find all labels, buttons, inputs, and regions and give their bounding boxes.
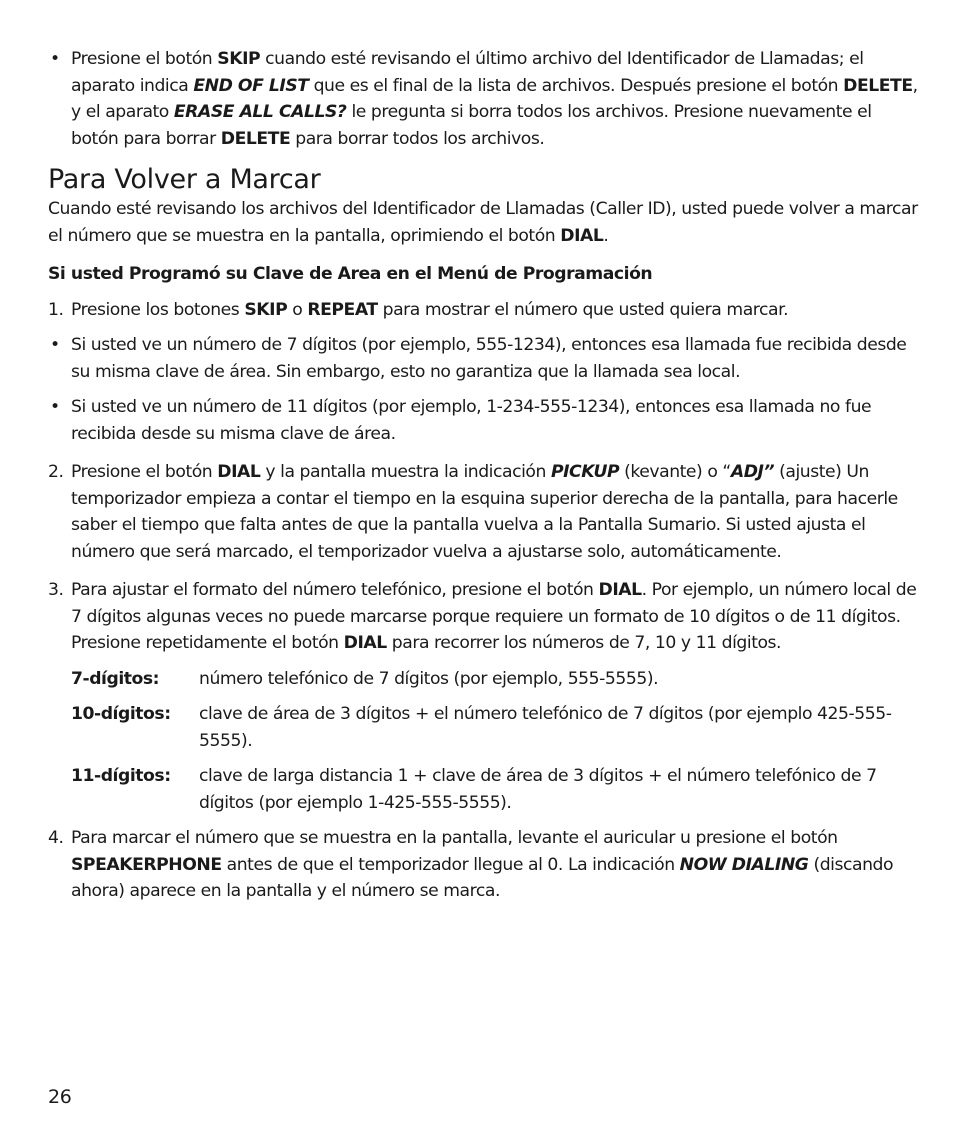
bullet-marker: •: [50, 335, 60, 355]
key-dial: DIAL: [343, 633, 387, 653]
step-2: 2. Presione el botón DIAL y la pantalla muestra la indicación PICKUP (kevante) o “ADJ” (ajuste) Un temporizador empieza a contar el tiempo en la esquina superior derecha de la pantalla, para hacerle saber el tiempo que falta antes de que la pantalla vuelva a la Pantalla Sumario. Si usted ajusta el número que será marcado, el temporizador vuelva a ajustarse solo, automáticamente.: [48, 459, 918, 565]
format-term: 10-dígitos:: [71, 704, 171, 724]
key-dial: DIAL: [598, 580, 642, 600]
format-7-digits: [48, 666, 918, 693]
key-delete: DELETE: [843, 75, 913, 96]
display-erase-all-calls: ERASE ALL CALLS?: [173, 102, 347, 122]
step-number: 3.: [48, 580, 64, 600]
display-pickup: PICKUP: [550, 462, 620, 482]
bullet-marker: •: [50, 49, 60, 69]
key-skip: SKIP: [244, 299, 288, 320]
bullet-7-digits: • Si usted ve un número de 7 dígitos (por ejemplo, 555-1234), entonces esa llamada fue recibida desde su misma clave de área. Sin embargo, esto no garantiza que la llamada sea local.: [48, 332, 918, 385]
subheading: Si usted Programó su Clave de Area en el Menú de Programación: [48, 264, 653, 284]
format-term: 7-dígitos:: [71, 668, 160, 689]
bullet-11-digits: • Si usted ve un número de 11 dígitos (por ejemplo, 1-234-555-1234), entonces esa llamada no fue recibida desde su misma clave de área.: [48, 394, 918, 447]
section-heading: Para Volver a Marcar: [48, 164, 321, 195]
key-delete: DELETE: [220, 128, 291, 149]
bullet-marker: •: [50, 397, 60, 417]
step-number: 2.: [48, 462, 64, 482]
key-dial: DIAL: [560, 225, 604, 246]
bullet-end-of-list: • Presione el botón SKIP cuando esté revisando el último archivo del Identificador de Llamadas; el aparato indica END OF LIST que es el final de la lista de archivos. Después presione el botón DELETE, y el aparato ERASE ALL CALLS? le pregunta si borra todos los archivos. Presione nuevamente el botón para borrar DELETE para borrar todos los archivos.: [48, 46, 918, 152]
key-skip: SKIP: [217, 49, 261, 69]
step-3: 3. Para ajustar el formato del número telefónico, presione el botón DIAL. Por ejemplo, un número local de 7 dígitos algunas veces no puede marcarse porque requiere un formato de 10 dígitos o de 11 dígitos. Presione repetidamente el botón DIAL para recorrer los números de 7, 10 y 11 dígitos.: [48, 577, 918, 657]
format-10-digits: [48, 701, 918, 754]
section-intro: Cuando esté revisando los archivos del Identificador de Llamadas (Caller ID), usted puede volver a marcar el número que se muestra en la pantalla, oprimiendo el botón DIAL.: [48, 199, 918, 246]
step-number: 1.: [48, 299, 64, 320]
display-now-dialing: NOW DIALING: [679, 854, 809, 875]
key-dial: DIAL: [217, 462, 261, 482]
format-term: 11-dígitos:: [71, 766, 171, 786]
display-adj: ADJ”: [730, 462, 775, 482]
step-1: 1. Presione los botones SKIP o REPEAT para mostrar el número que usted quiera marcar.: [48, 297, 918, 324]
page-number: 26: [48, 1086, 72, 1108]
step-number: 4.: [48, 828, 64, 848]
key-speakerphone: SPEAKERPHONE: [71, 854, 222, 875]
step-4: 4. Para marcar el número que se muestra en la pantalla, levante el auricular u presione el botón SPEAKERPHONE antes de que el temporizador llegue al 0. La indicación NOW DIALING (discando ahora) aparece en la pantalla y el número se marca.: [48, 825, 918, 905]
display-end-of-list: END OF LIST: [193, 75, 309, 96]
format-desc: clave de larga distancia 1 + clave de área de 3 dígitos + el número telefónico de 7 dígitos (por ejemplo 1-425-555-5555).: [199, 766, 877, 813]
key-repeat: REPEAT: [307, 299, 378, 320]
format-desc: número telefónico de 7 dígitos (por ejemplo, 555-5555).: [199, 668, 659, 689]
page-content: [48, 46, 918, 905]
format-desc: clave de área de 3 dígitos + el número telefónico de 7 dígitos (por ejemplo 425-555-5555).: [199, 704, 892, 751]
format-11-digits: [48, 763, 918, 816]
